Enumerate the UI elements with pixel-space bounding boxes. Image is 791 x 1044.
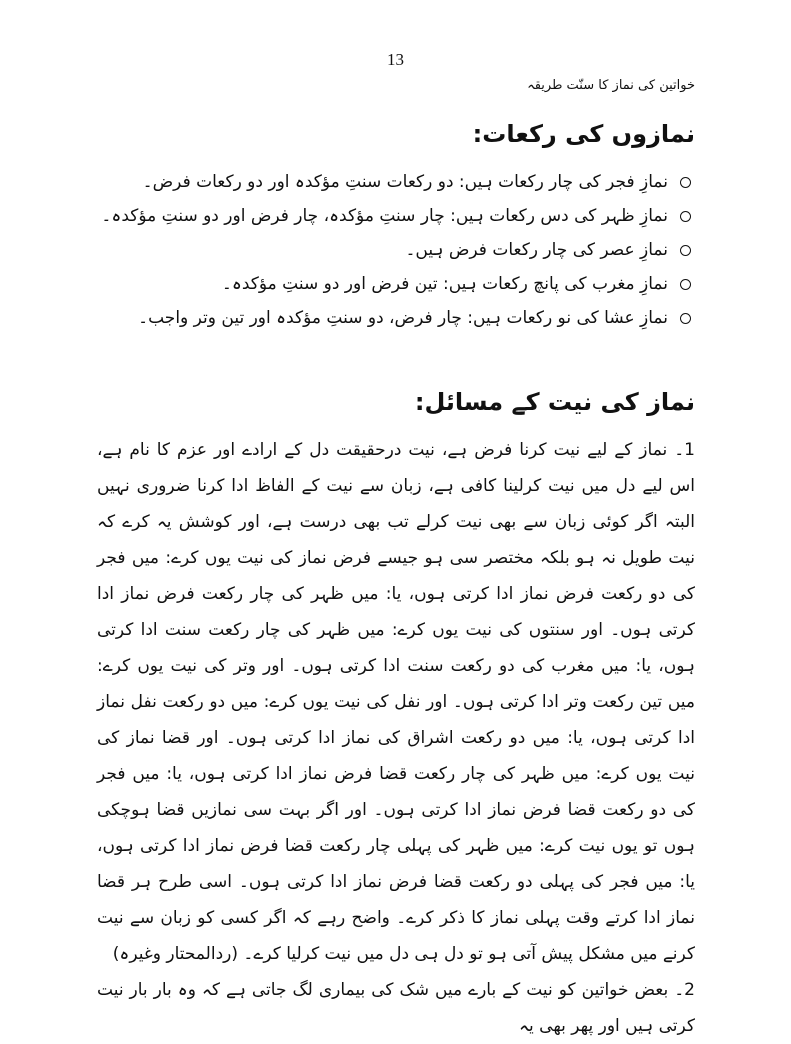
list-item-text: نمازِ عشا کی نو رکعات ہیں: چار فرض، دو سنتِ مؤکدہ اور تین وتر واجب۔: [138, 308, 668, 328]
list-item: [91, 165, 691, 199]
page-number: 13: [387, 50, 404, 69]
rakaat-list: [91, 165, 691, 335]
circle-bullet-icon: [680, 211, 691, 222]
circle-bullet-icon: [680, 245, 691, 256]
list-item: [91, 199, 691, 233]
circle-bullet-icon: [680, 313, 691, 324]
paragraph-1: 1۔ نماز کے لیے نیت کرنا فرض ہے، نیت درحقیقت دل کے ارادے اور عزم کا نام ہے، اس لیے دل میں نیت کرلینا کافی ہے، زبان سے نیت کے الفاظ ادا کرنا ضروری نہیں البتہ اگر کوئی زبان سے بھی نیت کرلے تب بھی درست ہے، اور کوشش یہ کرے کہ نیت طویل نہ ہو بلکہ مختصر سی ہو جیسے فرض نماز کی نیت یوں کرے: میں فجر کی دو رکعت فرض نماز ادا کرتی ہوں، یا: میں ظہر کی چار رکعت فرض نماز ادا کرتی ہوں۔ اور سنتوں کی نیت یوں کرے: میں ظہر کی چار رکعت سنت ادا کرتی ہوں، یا: میں مغرب کی دو رکعت سنت ادا کرتی ہوں۔ اور وتر کی نیت یوں کرے: میں تین رکعت وتر ادا کرتی ہوں۔ اور نفل کی نیت یوں کرے: میں دو رکعت نفل نماز ادا کرتی ہوں، یا: میں دو رکعت اشراق کی نماز ادا کرتی ہوں۔ اور قضا نماز کی نیت یوں کرے: میں ظہر کی چار رکعت قضا فرض نماز ادا کرتی ہوں، یا: میں فجر کی دو رکعت قضا فرض نماز ادا کرتی ہوں۔ اور اگر بہت سی نمازیں قضا ہوچکی ہوں تو یوں نیت کرے: میں ظہر کی پہلی چار رکعت قضا فرض نماز ادا کرتی ہوں، یا: میں فجر کی پہلی دو رکعت قضا فرض نماز ادا کرتی ہوں۔ اسی طرح ہر قضا نماز ادا کرتے وقت پہلی نماز کا ذکر کرے۔ واضح رہے کہ اگر کسی کو زبان سے نیت کرنے میں مشکل پیش آتی ہو تو دل ہی دل میں نیت کرلیا کرے۔ (ردالمحتار وغیرہ): [97, 440, 695, 964]
list-item-text: نمازِ فجر کی چار رکعات ہیں: دو رکعات سنتِ مؤکدہ اور دو رکعات فرض۔: [142, 172, 668, 192]
running-header: خواتین کی نماز کا سنّت طریقہ: [527, 78, 695, 93]
section-heading-niyyat: نماز کی نیت کے مسائل:: [414, 388, 695, 416]
circle-bullet-icon: [680, 279, 691, 290]
list-item: [91, 301, 691, 335]
list-item: [91, 267, 691, 301]
niyyat-body: [97, 432, 695, 1044]
circle-bullet-icon: [680, 177, 691, 188]
list-item: [91, 233, 691, 267]
section-heading-rakaat: نمازوں کی رکعات:: [472, 120, 695, 148]
list-item-text: نمازِ مغرب کی پانچ رکعات ہیں: تین فرض اور دو سنتِ مؤکدہ۔: [221, 274, 668, 294]
paragraph-2: 2۔ بعض خواتین کو نیت کے بارے میں شک کی بیماری لگ جاتی ہے کہ وہ بار بار نیت کرتی ہیں اور پھر بھی یہ: [97, 980, 695, 1036]
list-item-text: نمازِ ظہر کی دس رکعات ہیں: چار سنتِ مؤکدہ، چار فرض اور دو سنتِ مؤکدہ۔: [101, 206, 668, 226]
list-item-text: نمازِ عصر کی چار رکعات فرض ہیں۔: [405, 240, 668, 260]
